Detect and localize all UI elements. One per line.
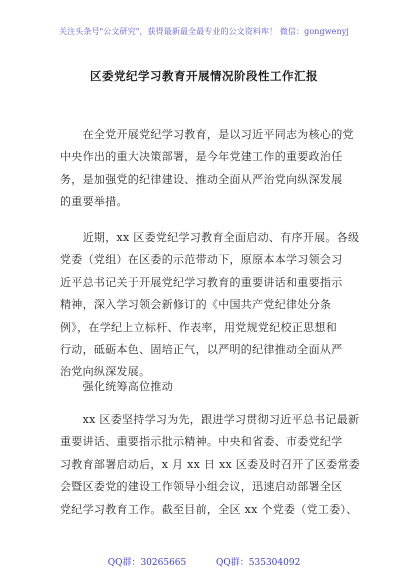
section-heading <box>60 376 360 398</box>
paragraph-line: 近平总书记关于开展党纪学习教育的重要讲话和重要指示 <box>60 275 343 289</box>
paragraph-line: xx 区委坚持学习为先，跟进学习贯彻习近平总书记最新 <box>60 413 360 426</box>
paragraph-progress <box>60 227 360 384</box>
footer-qq-group-1: QQ群：30265665 <box>107 558 187 568</box>
paragraph-line: 中央作出的重大决策部署，是今年党建工作的重要政治任 <box>60 150 343 164</box>
paragraph-line: 党委（党组）在区委的示范带动下，原原本本学习领会习 <box>60 253 343 267</box>
document-title: 区委党纪学习教育开展情况阶段性工作汇报 <box>90 69 318 83</box>
paragraph-line: 务，是加强党的纪律建设、推动全面从严治党向纵深发展 <box>60 172 343 186</box>
footer-qq-group-2: QQ群：535304092 <box>216 558 301 568</box>
paragraph-line: 例》，在学纪上立标杆、作表率，用党规党纪校正思想和 <box>60 320 337 334</box>
footer <box>0 555 408 568</box>
paragraph-line: 行动，砥砺本色、固培正气，以严明的纪律推动全面从严 <box>60 343 343 357</box>
paragraph-details <box>60 409 360 521</box>
paragraph-intro <box>60 124 360 214</box>
paragraph-line: 在全党开展党纪学习教育，是以习近平同志为核心的党 <box>60 128 354 141</box>
paragraph-line: 近期，xx 区委党纪学习教育全面启动、有序开展。各级 <box>60 231 360 244</box>
paragraph-line: 党纪学习教育工作。截至目前，全区 xx 个党委（党工委）、 <box>60 502 358 516</box>
header-note: 关注头条号"公文研究"，获得最新最全最专业的公文资料库！ 微信：gongwenyj <box>59 27 349 36</box>
paragraph-line: 治党向纵深发展。 <box>60 365 151 379</box>
paragraph-line: 会暨区委党的建设工作领导小组会议，迅速启动部署全区 <box>60 480 343 494</box>
paragraph-line: 的重要举措。 <box>60 195 128 209</box>
paragraph-line: 习教育部署启动后，x 月 xx 日 xx 区委及时召开了区委常委 <box>60 457 361 471</box>
section-heading-text: 强化统筹高位推动 <box>60 380 173 393</box>
paragraph-line: 精神，深入学习领会新修订的《中国共产党纪律处分条 <box>60 298 332 312</box>
paragraph-line: 重要讲话、重要指示批示精神。中央和省委、市委党纪学 <box>60 435 343 449</box>
